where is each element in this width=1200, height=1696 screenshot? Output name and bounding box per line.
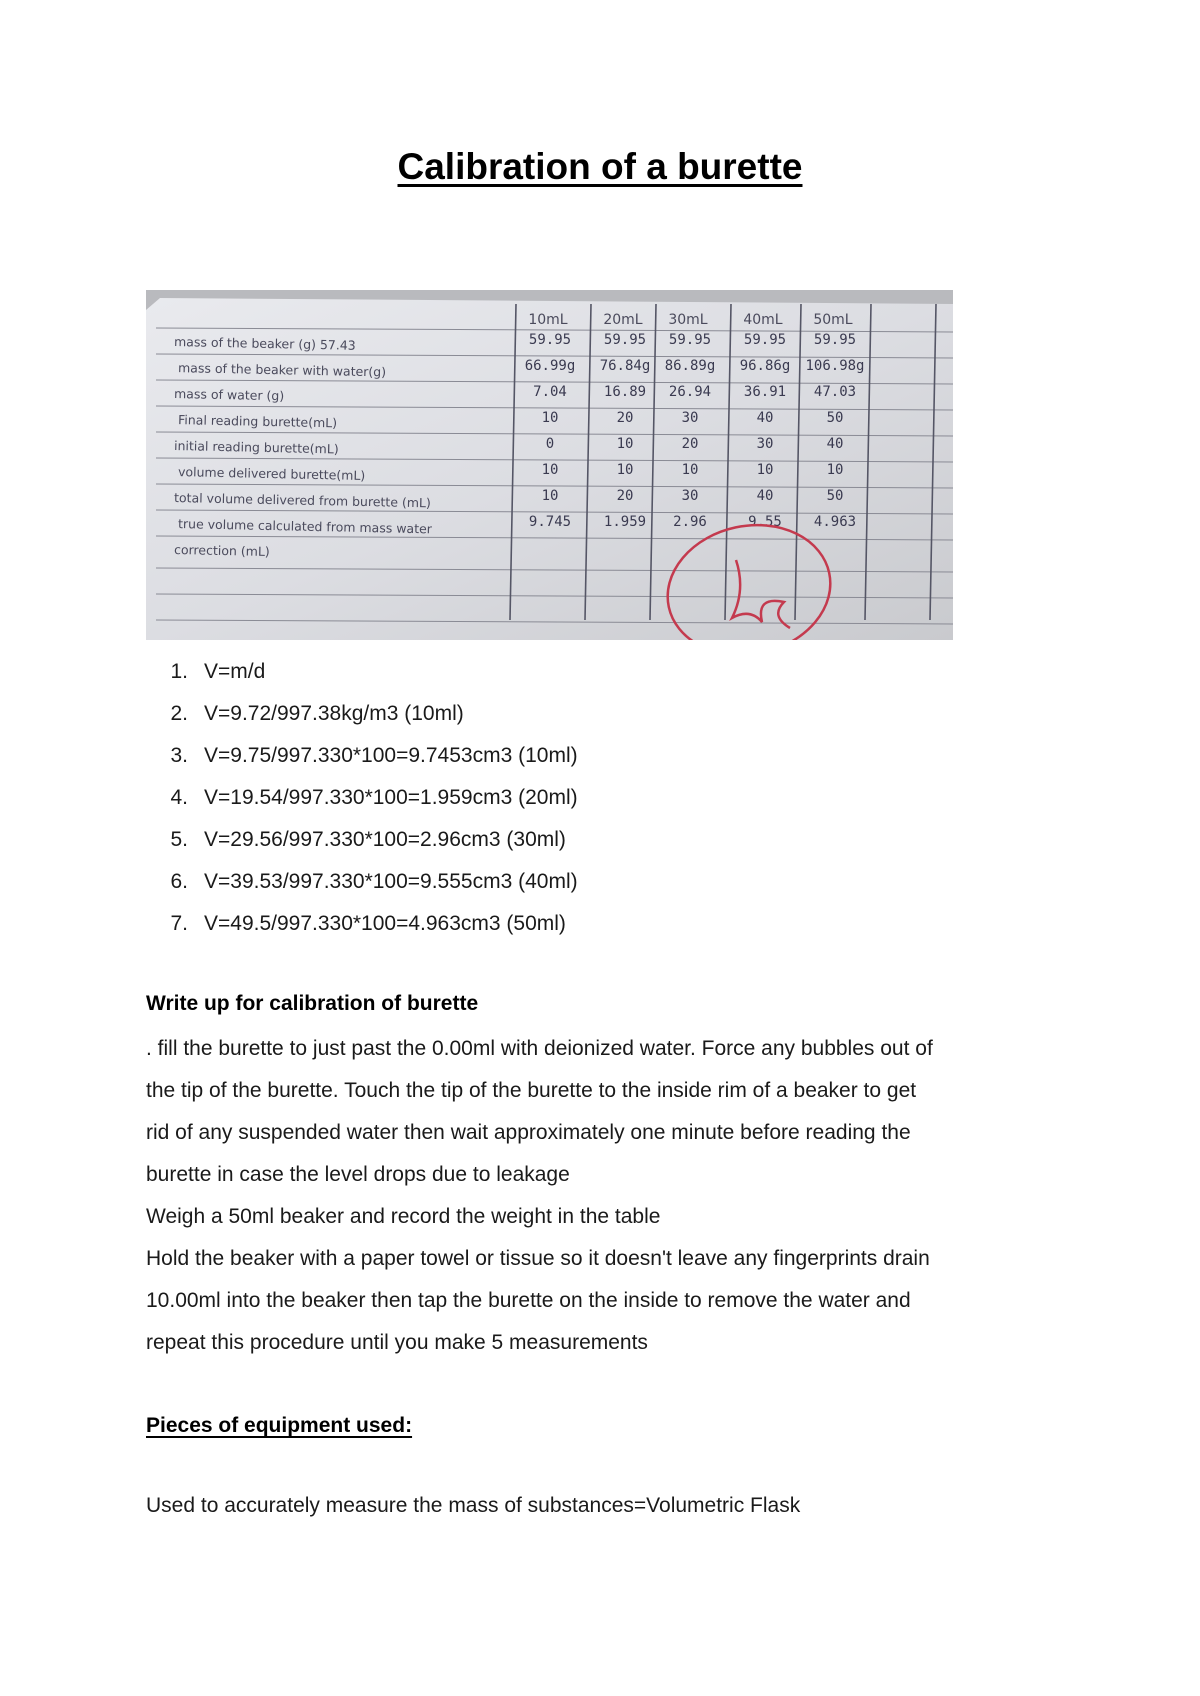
table-cell: 10: [681, 462, 699, 478]
table-cell: 10: [541, 488, 559, 504]
column-header: 10mL: [528, 312, 568, 328]
step-item: [146, 903, 578, 945]
table-cell: 50: [826, 410, 844, 426]
table-cell: 86.89g: [664, 358, 716, 374]
step-number: 4.: [170, 786, 188, 809]
table-cell: 0: [545, 436, 555, 452]
step-text: V=9.72/997.38kg/m3 (10ml): [204, 702, 464, 725]
table-cell: 30: [756, 436, 774, 452]
table-cell: 30: [681, 410, 699, 426]
table-cell: 50: [826, 488, 844, 504]
column-header: 40mL: [743, 312, 783, 328]
column-header: 30mL: [668, 312, 708, 328]
step-item: [146, 819, 578, 861]
equipment-text: Used to accurately measure the mass of substances=Volumetric Flask: [146, 1494, 801, 1517]
step-item: [146, 861, 578, 903]
table-cell: 4.963: [813, 514, 857, 530]
table-cell: 40: [826, 436, 844, 452]
table-cell: 96.86g: [739, 358, 791, 374]
table-cell: 59.95: [668, 332, 712, 348]
equipment-heading: Pieces of equipment used:: [146, 1414, 413, 1437]
table-cell: 40: [756, 488, 774, 504]
table-cell: 20: [616, 410, 634, 426]
column-header: 20mL: [603, 312, 643, 328]
writeup-body: [146, 1028, 1076, 1364]
writeup-line: rid of any suspended water then wait approximately one minute before reading the: [146, 1121, 911, 1144]
table-cell: 66.99g: [524, 358, 576, 374]
row-label: initial reading burette(mL): [173, 438, 339, 457]
step-number: 3.: [170, 744, 188, 767]
table-cell: 40: [756, 410, 774, 426]
step-text: V=39.53/997.330*100=9.555cm3 (40ml): [204, 870, 578, 893]
row-label: total volume delivered from burette (mL): [173, 490, 431, 511]
step-text: V=49.5/997.330*100=4.963cm3 (50ml): [204, 912, 566, 935]
step-number: 1.: [170, 660, 188, 683]
row-label: mass of the beaker (g) 57.43: [173, 334, 356, 353]
table-cell: 10: [756, 462, 774, 478]
table-cell: 36.91: [743, 384, 787, 400]
page-title: Calibration of a burette: [397, 146, 803, 187]
row-label: mass of water (g): [173, 386, 285, 404]
handwritten-table-image: [146, 290, 953, 640]
step-text: V=29.56/997.330*100=2.96cm3 (30ml): [204, 828, 566, 851]
table-cell: 10: [541, 462, 559, 478]
calculation-steps-list: [146, 651, 578, 945]
writeup-line: burette in case the level drops due to leakage: [146, 1163, 570, 1186]
writeup-line: Weigh a 50ml beaker and record the weight in the table: [146, 1205, 661, 1228]
table-cell: 9.745: [528, 514, 572, 530]
table-cell: 76.84g: [599, 358, 651, 374]
table-cell: 59.95: [813, 332, 857, 348]
step-text: V=19.54/997.330*100=1.959cm3 (20ml): [204, 786, 578, 809]
step-item: [146, 693, 578, 735]
step-number: 6.: [170, 870, 188, 893]
column-header: 50mL: [813, 312, 853, 328]
table-cell: 10: [541, 410, 559, 426]
row-label: correction (mL): [173, 542, 270, 560]
table-cell: 1.959: [603, 514, 647, 530]
table-cell: 59.95: [743, 332, 787, 348]
table-cell: 10: [616, 462, 634, 478]
table-cell: 47.03: [813, 384, 857, 400]
step-item: [146, 735, 578, 777]
step-item: [146, 777, 578, 819]
writeup-line: repeat this procedure until you make 5 measurements: [146, 1331, 648, 1354]
writeup-line: . fill the burette to just past the 0.00ml with deionized water. Force any bubbles out of: [146, 1037, 933, 1060]
handwritten-table-photo: [146, 290, 953, 640]
table-cell: 9.55: [748, 514, 782, 530]
row-label: mass of the beaker with water(g): [177, 360, 387, 380]
writeup-line: 10.00ml into the beaker then tap the burette on the inside to remove the water and: [146, 1289, 911, 1312]
table-cell: 20: [616, 488, 634, 504]
writeup-line: Hold the beaker with a paper towel or tissue so it doesn't leave any fingerprints drain: [146, 1247, 930, 1270]
row-label: true volume calculated from mass water: [177, 516, 433, 537]
table-cell: 26.94: [668, 384, 712, 400]
table-cell: 59.95: [528, 332, 572, 348]
step-item: [146, 651, 578, 693]
step-text: V=m/d: [204, 660, 266, 683]
table-cell: 10: [616, 436, 634, 452]
step-number: 7.: [170, 912, 188, 935]
row-label: volume delivered burette(mL): [177, 464, 366, 484]
step-text: V=9.75/997.330*100=9.7453cm3 (10ml): [204, 744, 578, 767]
table-cell: 7.04: [533, 384, 567, 400]
table-cell: 20: [681, 436, 699, 452]
writeup-line: the tip of the burette. Touch the tip of the burette to the inside rim of a beaker to get: [146, 1079, 917, 1102]
step-number: 2.: [170, 702, 188, 725]
table-cell: 59.95: [603, 332, 647, 348]
table-cell: 106.98g: [805, 358, 865, 374]
table-cell: 10: [826, 462, 844, 478]
row-label: Final reading burette(mL): [177, 412, 338, 431]
table-cell: 2.96: [673, 514, 707, 530]
writeup-heading: Write up for calibration of burette: [146, 992, 479, 1015]
table-cell: 16.89: [603, 384, 647, 400]
table-cell: 30: [681, 488, 699, 504]
step-number: 5.: [170, 828, 188, 851]
